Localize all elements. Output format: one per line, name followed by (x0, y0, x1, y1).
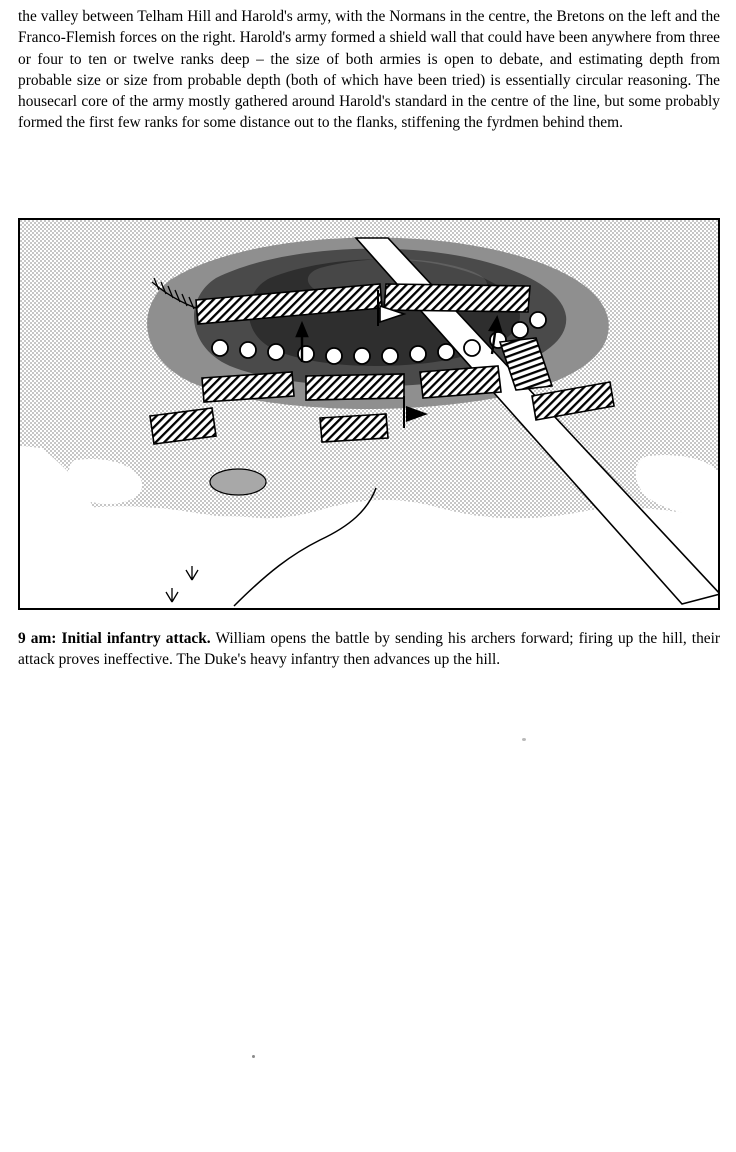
figure-battle-map (18, 218, 720, 610)
body-paragraph: the valley between Telham Hill and Harold's army, with the Normans in the centre, the Bretons on the left and the Franco-Flemish forces on the right. Harold's army formed a shield wall that could have been anywhere from three or four to ten or twelve ranks deep – the size of both armies is open to debate, and estimating depth from probable size or size from probable depth (both of which have been tried) is essentially circular reasoning. The housecarl core of the army mostly gathered around Harold's standard in the centre of the line, but some probably formed the first few ranks for some distance out to the flanks, stiffening the fyrdmen behind them. (18, 8, 720, 132)
pond (210, 469, 266, 495)
figure-caption (18, 628, 720, 671)
page-speck (252, 1055, 255, 1058)
caption-lead: 9 am: Initial infantry attack. (18, 630, 211, 647)
map-graphic (20, 220, 718, 608)
caption-body: William opens the battle by sending his archers forward; firing up the hill, their attack proves ineffective. The Duke's heavy infantry then advances up the hill. (18, 630, 721, 669)
page-speck (522, 738, 526, 741)
